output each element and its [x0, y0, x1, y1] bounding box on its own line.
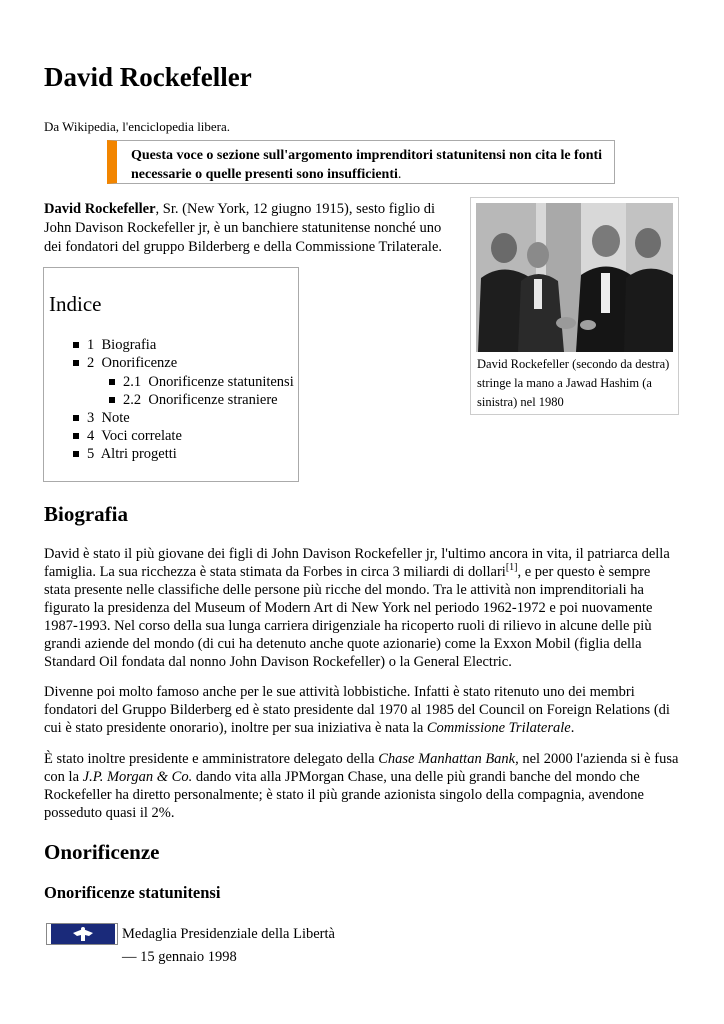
toc-item-voci-correlate[interactable]: 4 Voci correlate — [73, 427, 182, 445]
bullet-icon — [73, 415, 79, 421]
toc-item-biografia[interactable]: 1 Biografia — [73, 336, 156, 354]
tagline: Da Wikipedia, l'enciclopedia libera. — [44, 119, 231, 134]
figure-photo[interactable] — [476, 203, 673, 352]
toc-item-altri-progetti[interactable]: 5 Altri progetti — [73, 445, 177, 463]
toc-item-onorificenze[interactable]: 2 Onorificenze — [73, 354, 177, 372]
eagle-icon — [47, 924, 118, 945]
figure-caption: David Rockefeller (secondo da destra) stringe la mano a Jawad Hashim (a sinistra) nel 1980 — [477, 357, 670, 409]
biografia-paragraph-3: È stato inoltre presidente e amministratore delegato della Chase Manhattan Bank, nel 2000 l'azienda si è fusa con la J.P. Morgan & Co. dando vita alla JPMorgan Chase, una delle più grandi banche del mondo che Rockefeller ha diretto personalmente; è stato il più grande azionista singolo della compagnia, avendone posseduto quasi il 2%. — [44, 751, 679, 821]
heading-biografia: Biografia — [44, 502, 128, 526]
medal-ribbon-icon[interactable] — [46, 923, 118, 945]
notice-end: . — [397, 167, 402, 182]
heading-onorificenze-statunitensi: Onorificenze statunitensi — [44, 883, 221, 902]
toc-item-onorificenze-straniere[interactable]: 2.2 Onorificenze straniere — [109, 391, 278, 409]
heading-onorificenze: Onorificenze — [44, 840, 160, 864]
bullet-icon — [73, 360, 79, 366]
bullet-icon — [73, 451, 79, 457]
link-jp-morgan[interactable]: J.P. Morgan & Co. — [82, 769, 193, 785]
toc-item-note[interactable]: 3 Note — [73, 409, 130, 427]
intro-text: , Sr. (New York, 12 giugno 1915), sesto figlio di John Davison Rockefeller jr, è un banchiere statunitense nonché uno dei fondatori del gruppo Bilderberg e della Commissione Trilaterale. — [44, 201, 442, 255]
table-of-contents — [43, 267, 299, 482]
biografia-paragraph-2: Divenne poi molto famoso anche per le sue attività lobbistiche. Infatti è stato ritenuto uno dei membri fondatori del Gruppo Bilderberg ed è stato presidente dal 1970 al 1985 del Council on Foreign Relations (di cui è stato presidente onorario), inoltre per sua iniziativa è nata la Commissione Trilaterale. — [44, 684, 670, 736]
figure-box — [470, 197, 679, 415]
toc-title: Indice — [49, 292, 102, 316]
reference-link[interactable]: [1] — [505, 562, 518, 574]
notice-text[interactable]: Questa voce o sezione sull'argomento imprenditori statunitensi non cita le fonti necessarie o quelle presenti sono insufficienti — [131, 148, 603, 182]
photo-illustration — [476, 203, 673, 352]
link-commissione-trilaterale[interactable]: Commissione Trilaterale — [426, 720, 571, 736]
link-chase-manhattan[interactable]: Chase Manhattan Bank — [378, 751, 516, 767]
page-title: David Rockefeller — [44, 62, 252, 92]
award-name[interactable]: Medaglia Presidenziale della Libertà — [122, 926, 335, 942]
intro-name: David Rockefeller — [44, 201, 156, 217]
bullet-icon — [73, 433, 79, 439]
bullet-icon — [109, 379, 115, 385]
bullet-icon — [73, 342, 79, 348]
intro-paragraph — [44, 200, 454, 257]
bullet-icon — [109, 397, 115, 403]
toc-item-onorificenze-statunitensi[interactable]: 2.1 Onorificenze statunitensi — [109, 373, 294, 391]
award-date: — 15 gennaio 1998 — [122, 949, 237, 965]
notice-box — [107, 140, 615, 184]
biografia-paragraph-1: David è stato il più giovane dei figli di John Davison Rockefeller jr, l'ultimo ancora in vita, il patriarca della famiglia. La sua ricchezza è stata stimata da Forbes in circa 3 miliardi di dollari[1], e per questo è sempre stata presente nelle classifiche delle persone più ricche del mondo. Tra le attività non imprenditoriali ha figurato la presidenza del Museum of Modern Art di New York nel periodo 1962-1972 e poi nuovamente 1987-1993. Nel corso della sua lunga carriera dirigenziale ha ricoperto ruoli di rilievo in alcune delle più grandi aziende del mondo (di cui ha detenuto anche quote azionarie) come la Exxon Mobil (figlia della Standard Oil fondata dal nonno John Davison Rockefeller) o la General Electric. — [44, 546, 670, 670]
